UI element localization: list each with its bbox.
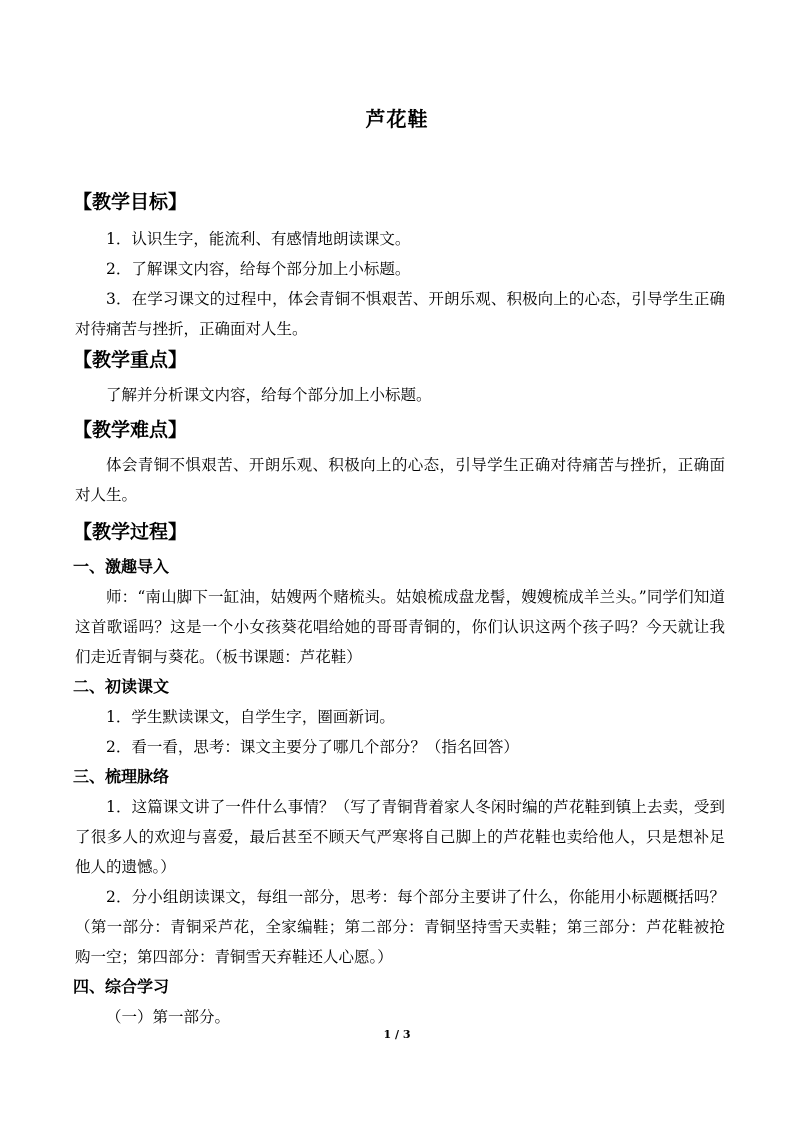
process-part1-heading: 一、激趣导入 <box>73 557 170 576</box>
document-body <box>75 186 725 1032</box>
goal-item-3: 3．在学习课文的过程中，体会青铜不惧艰苦、开朗乐观、积极向上的心态，引导学生正确对待痛苦与挫折，正确面对人生。 <box>75 290 725 338</box>
document-title: 芦花鞋 <box>365 107 429 131</box>
process-part2-item-1: 1．学生默读课文，自学生字，圈画新词。 <box>106 708 395 726</box>
goal-item-1: 1．认识生字，能流利、有感情地朗读课文。 <box>106 230 411 248</box>
section-heading-goals: 【教学目标】 <box>73 191 188 213</box>
process-part4-heading: 四、综合学习 <box>73 977 170 996</box>
process-part3-item-1: 1．这篇课文讲了一件什么事情？（写了青铜背着家人冬闲时编的芦花鞋到镇上去卖，受到了很多人的欢迎与喜爱，最后甚至不顾天气严寒将自己脚上的芦花鞋也卖给他人，只是想补足他人的遗憾。） <box>75 798 725 876</box>
section-heading-key-points: 【教学重点】 <box>73 349 188 371</box>
page-number: 1 / 3 <box>383 1028 411 1041</box>
process-part3-heading: 三、梳理脉络 <box>73 767 170 786</box>
process-part2-heading: 二、初读课文 <box>73 677 170 696</box>
section-heading-process: 【教学过程】 <box>73 521 188 543</box>
goal-item-2: 2．了解课文内容，给每个部分加上小标题。 <box>106 260 411 278</box>
process-part2-item-2: 2．看一看，思考：课文主要分了哪几个部分？（指名回答） <box>106 738 519 756</box>
key-points-text: 了解并分析课文内容，给每个部分加上小标题。 <box>106 386 432 404</box>
difficulties-text: 体会青铜不惧艰苦、开朗乐观、积极向上的心态，引导学生正确对待痛苦与挫折，正确面对人生。 <box>75 456 725 504</box>
process-part1-text: 师：“南山脚下一缸油，姑嫂两个赌梳头。姑娘梳成盘龙髻，嫂嫂梳成羊兰头。”同学们知道这首歌谣吗？这是一个小女孩葵花唱给她的哥哥青铜的，你们认识这两个孩子吗？今天就让我们走近青铜与葵花。（板书课题：芦花鞋） <box>75 588 725 666</box>
section-heading-difficulties: 【教学难点】 <box>73 419 188 441</box>
process-part3-item-2: 2．分小组朗读课文，每组一部分，思考：每个部分主要讲了什么，你能用小标题概括吗？（第一部分：青铜采芦花，全家编鞋；第二部分：青铜坚持雪天卖鞋；第三部分：芦花鞋被抢购一空；第四部分：青铜雪天弃鞋还人心愿。） <box>75 888 725 966</box>
process-part4-item-1: （一）第一部分。 <box>106 1008 231 1026</box>
